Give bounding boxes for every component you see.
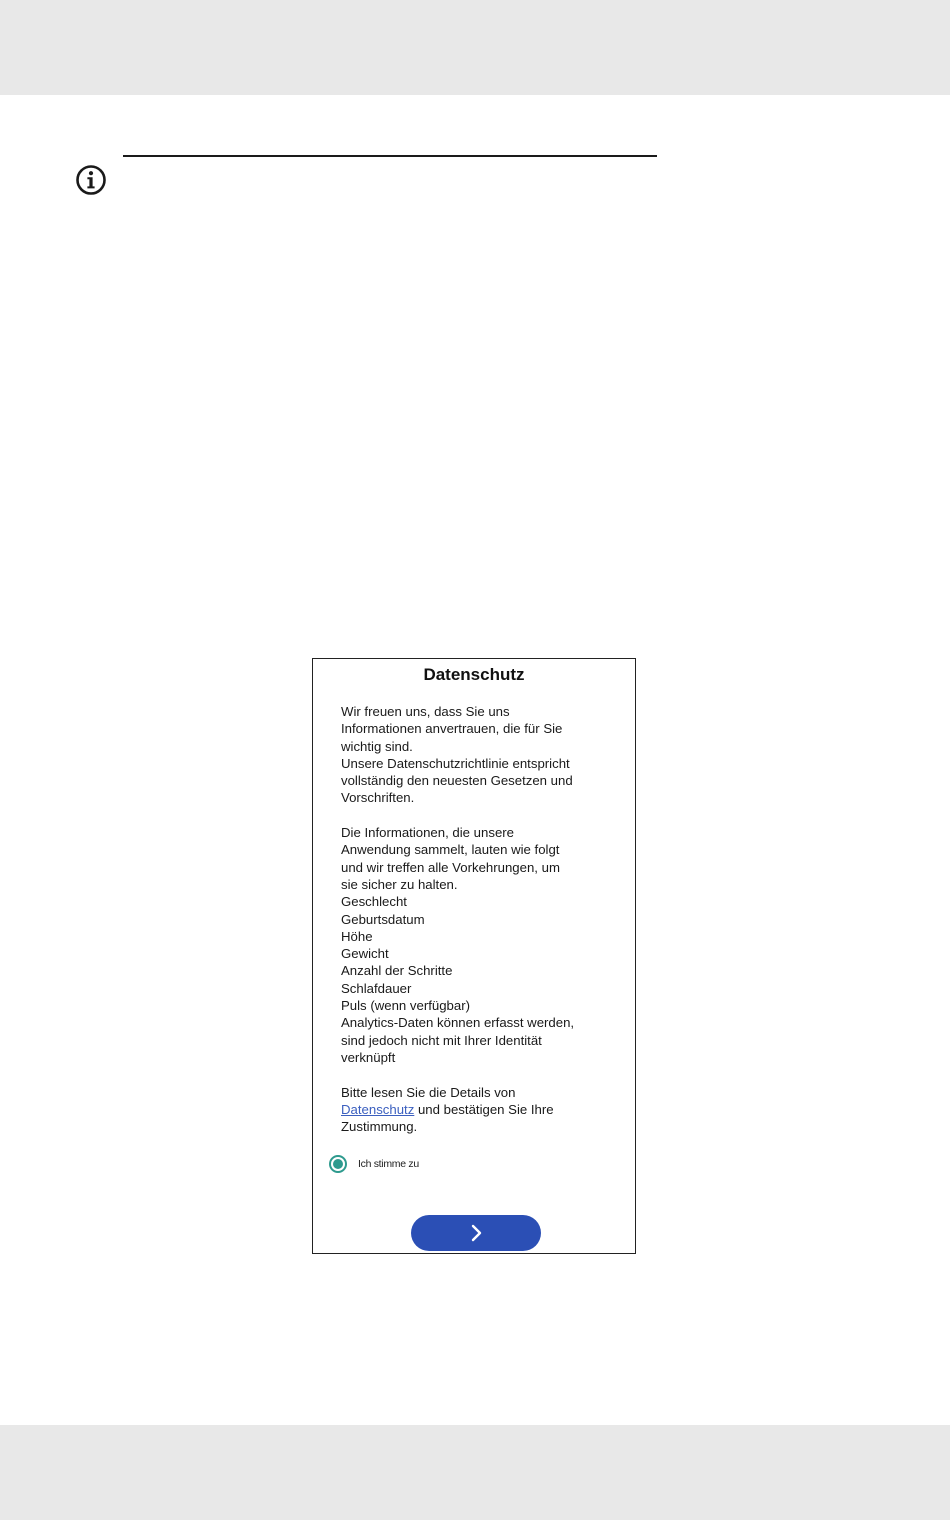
text-line: Zustimmung.: [341, 1119, 418, 1135]
data-item: Gewicht: [341, 946, 389, 962]
text-line: verknüpft: [341, 1049, 396, 1065]
text-line: Anwendung sammelt, lauten wie folgt: [341, 842, 560, 858]
privacy-dialog-screenshot: [312, 658, 636, 1254]
text-line: Bitte lesen Sie die Details von: [341, 1084, 516, 1100]
text-line: Wir freuen uns, dass Sie uns: [341, 704, 510, 719]
data-item: Höhe: [341, 928, 373, 944]
text-line: und wir treffen alle Vorkehrungen, um: [341, 859, 560, 875]
text-fragment: und bestätigen Sie Ihre: [414, 1101, 554, 1117]
section-rule: [123, 155, 657, 157]
next-button[interactable]: [411, 1215, 541, 1251]
consent-row[interactable]: [329, 1155, 419, 1173]
chevron-right-icon: [469, 1224, 483, 1242]
text-line: [341, 1101, 621, 1118]
text-line: Informationen anvertrauen, die für Sie: [341, 721, 563, 737]
text-line: Unsere Datenschutzrichtlinie entspricht: [341, 755, 570, 771]
info-icon: [75, 164, 107, 196]
text-line: vollständig den neuesten Gesetzen und: [341, 773, 573, 789]
text-line: Vorschriften.: [341, 790, 415, 806]
data-item: Schlafdauer: [341, 980, 412, 996]
dialog-title: Datenschutz: [423, 665, 525, 684]
text-line: sie sicher zu halten.: [341, 876, 458, 892]
top-band: [0, 0, 950, 95]
text-line: Analytics-Daten können erfasst werden,: [341, 1015, 575, 1031]
radio-selected-dot: [333, 1159, 343, 1169]
privacy-link[interactable]: Datenschutz: [341, 1101, 415, 1117]
text-line: sind jedoch nicht mit Ihrer Identität: [341, 1032, 542, 1048]
text-line: Die Informationen, die unsere: [341, 825, 515, 841]
data-item: Geschlecht: [341, 894, 407, 910]
data-item: Puls (wenn verfügbar): [341, 998, 471, 1014]
privacy-text: [341, 703, 621, 1135]
text-line: wichtig sind.: [341, 738, 413, 754]
data-item: Geburtsdatum: [341, 911, 425, 927]
bottom-band: [0, 1425, 950, 1520]
data-item: Anzahl der Schritte: [341, 963, 453, 979]
consent-label: Ich stimme zu: [358, 1158, 419, 1170]
consent-radio[interactable]: [329, 1155, 347, 1173]
